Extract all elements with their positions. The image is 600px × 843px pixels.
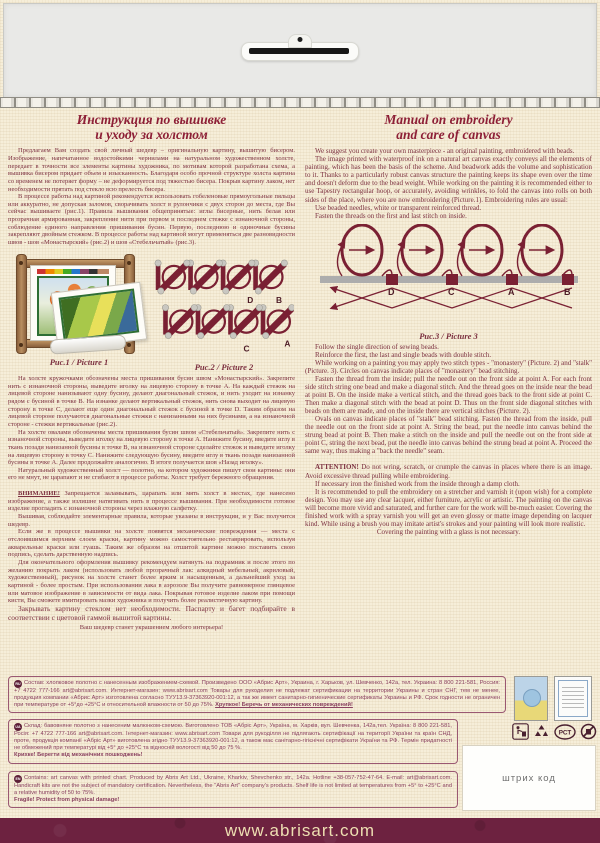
paragraph: Если же в процессе вышивки на холсте появятся механические повреждения — места с отслоившимся верхним слоем краски, картину можно самостоятельно реставрировать, используя акварельные краски или гуашь. Таким же образом на отшитой картине можно поставить свою подпись, сделать дарственную надпись. <box>8 528 295 559</box>
attention-label-ru: ВНИМАНИЕ! <box>18 490 60 498</box>
pictures-row <box>8 251 295 372</box>
info-box-ua <box>8 719 458 764</box>
fragile-warning-ua: Крихке! Берегти від механічних пошкоджень! <box>14 752 143 759</box>
paragraph: It is recommended to pull the embroidery on a stretcher and varnish it (upon wish) for a complete design. You may use any clear lacquer, either furniture, acrylic or artistic. The painting on the canvas will become more vivid and saturated, and further care for the work will be-much easier. Covering the finished work with a spray varnish you will get an even glossy or matte image depending on lacquer kind. While using a brush you may imitate artist's strokes and your painting will look more realistic. <box>305 487 592 528</box>
point-label-a: A <box>507 286 514 297</box>
figure-stalk-stitch <box>305 224 592 341</box>
rule-line: Reinforce the first, the last and single beads with double stitch. <box>315 350 492 359</box>
rule-line: Fasten the threads on the first and last stitch on inside. <box>315 211 467 220</box>
attention-text-en: Do not wring, scratch, or crumple the canvas in places where there is an image. Avoid excessive thread pulling while embroidering. <box>305 463 592 480</box>
package-hanger <box>241 42 359 61</box>
hanger-dark-strip <box>249 48 349 54</box>
paragraph: Fasten the thread from the inside; pull the needle out on the front side at point A. For each front side stitch string one bead and make a diagonal stitch. And the thread goes on the inside near the bead at point B. On the inside make a vertical stitch, and the thread goes back to the front side at point C. Then make a diagonal stitch with the bead at point D. Thus on the front side diagonal stitches with beads on them are made, and on the inside there are vertical stitches (Picture. 2). <box>305 375 592 416</box>
figure-frame-canvas <box>8 251 150 372</box>
no-disposal-icon <box>580 723 597 740</box>
point-label-d: D <box>247 294 254 305</box>
paragraph: We suggest you create your own masterpiece - an original painting, embroidered with beads. <box>315 147 575 156</box>
bead-border <box>0 97 600 108</box>
caption-picture-2: Рис.2 / Picture 2 <box>194 361 254 372</box>
rolled-canvas-picture <box>58 288 139 341</box>
paragraph: The image printed with waterproof ink on a natural art canvas exactly conveys all the elements of painting, which has been the basis of the scheme. And beadwork adds the volume and sophistication to it. Thanks to a particularly robust canvas structure the painting keeps its shape even over the time and doesn't deform due to the bead weight. While working on the painting it is recommended either to use Tapestry rectangular hoop, or accurately, avoiding wrinkles, to fold the canvas into rolls on both sides of the place, where you are now embroidering (Picture.1). Embroidering rules are usual: <box>305 155 592 204</box>
fragile-warning-ru: Хрупкое! Беречь от механических повреждений! <box>215 702 353 709</box>
paragraph: На холсте овалами обозначены места пришивания бусин швом «Стебельчатый». Закрепите нить с изнаночной стороны, выведите иголку на лицевую сторону в точке А. Нанижите бусину, введите иглу в ткань позади нанизанной бусины в точке В, на изнаночной стороне сделайте стежок и выведите иголку на лицевую сторону в точку С. Нанижите следующую бусину, введите иглу в ткань позади нанизанной бусины в точке А. Далее продолжайте аналогично. В итоге получается шов «Назад иголку». <box>8 428 295 467</box>
recycle-icon <box>533 723 550 740</box>
info-text-ua: Склад: бавовняне полотно з нанесеним малюнком-схемою. Виготовлено ТОВ «Абріс Арт», Україна, м. Харків, вул. Шевченка, 142а,тел. Україна: 8 800 221-581, Росія: +7 4722 777-166 art@abrisart.com. Інтернет-магазин: www.abrisart.com Товари для рукоділля не підлягають сертифікації на території України та країн СНД, проте, продукція компанії «Абріс Арт» виготовлена згідно ТУУ13.9-37363920-001:12, а також має санітарно-гігієнічні сертифікати України та РФ. Термін придатності не обмежений при температурі від +5° до +25°С та відносній вологості від 50 до 75 %. <box>14 723 452 752</box>
point-label-c: C <box>243 343 250 354</box>
point-label-c: C <box>447 286 454 297</box>
closing-line-en: Covering the painting with a glass is not necessary. <box>376 527 521 536</box>
manufacturer-info <box>0 676 600 818</box>
title-ru-line2: и уходу за холстом <box>95 127 208 143</box>
info-box-en <box>8 771 458 808</box>
barcode-placeholder <box>462 745 596 811</box>
tidyman-icon <box>512 723 529 740</box>
column-english <box>305 108 592 674</box>
framing-note-ru: Закрывать картину стеклом нет необходимости. Паспарту и багет подбирайте в соответствии с цветовой гаммой вышитой картины. <box>8 603 295 622</box>
certificate-ukraine-thumbnail <box>514 676 548 721</box>
rule-line: Use beaded needles, white or transparent reinforced thread. <box>315 203 482 212</box>
barcode-label: штрих код <box>502 772 556 784</box>
caption-picture-1: Рис.1 / Picture 1 <box>49 356 109 367</box>
title-en-line2: and care of canvas <box>396 127 501 143</box>
stalk-stitch-diagram <box>313 224 585 324</box>
figure-monastery-stitch <box>154 251 294 372</box>
attention-text-ru: Запрещается заламывать, царапать или мять холст в местах, где нанесено изображение, а также излишне натягивать нить в процессе вышивания. При необходимости готовое изделие прогладить с изнаночной стороны через влажную салфетку. <box>8 490 295 513</box>
info-text-en: Contains: art canvas with printed chart. Produced by Abris Art Ltd., Ukraine, Kharkiv, Shevchenko str., 142a. Hotline +38-057-752-47-64. E-mail: art@abrisart.com. Handicraft kits are not the subject of mandatory certification. Nevertheless, the "Abris Art" company's products. Shelf life is not limited at temperatures from +5° to +25°C and a relative humidity of 50 to 75%. <box>14 775 452 797</box>
info-box-ru <box>8 676 506 713</box>
fragile-warning-en: Fragile! Protect from physical damage! <box>14 797 120 804</box>
paragraph: While working on a painting you may apply two stitch types - "monastery" (Picture. 2) and "stalk" (Picture. 3). Circles on canvas indicate places of "monastery" bead stitching. <box>305 358 592 375</box>
caption-picture-3: Рис.3 / Picture 3 <box>419 330 478 341</box>
lang-badge-ua: UA <box>15 725 21 729</box>
attention-label-en: ATTENTION! <box>315 463 359 472</box>
paragraph: If necessary iron the finished work from the inside through a damp cloth. <box>315 479 520 488</box>
instruction-columns <box>0 108 600 674</box>
rostest-label: РСТ <box>558 729 572 737</box>
color-chart-strip <box>37 269 109 274</box>
title-en <box>305 112 592 142</box>
certificate-document-thumbnail <box>554 676 592 721</box>
point-label-b: B <box>563 286 570 297</box>
footer-band <box>0 818 600 843</box>
paragraph: В процессе работы над картиной рекомендуется использовать гобеленовые прямоугольные пяльцы или аккуратно, не допуская заломов, сворачивать холст в рулончики с двух сторон до места, где Вы сейчас вышиваете (рис.1). Правила вышивания общепринятые: иглы бисерные, нить белая или прозрачная армированная, закрепление нити при первом и последнем стежке с изнаночной стороны, соблюдение единого направления пришивания бусин. Первую, последнюю и одиночные бусины закрепляют двойным стежком. В процессе работы над картиной могут применяться две разновидности швов - шов «Монастырский» (рис.2) и шов «Стебельчатый» (рис.3). <box>8 193 295 247</box>
paragraph: Для окончательного оформления вышивку рекомендуем натянуть на подрамник и после этого по желанию покрыть лаком (использовать любой прозрачный лак: алкидный мебельный, акриловый, художественный), рисунок на холсте станет более ярким и насыщенным, а дальнейший уход за картиной - более простым. При использовании лака в аэрозоле Вы получите равномерное глянцевое или матовое изображение в зависимости от вида лака. Покрывая готовое изделие лаком при помощи кисти, Вы сможете имитировать мазки художника и получить более реалистичную картину. <box>8 559 295 605</box>
certificates <box>514 676 592 721</box>
rostest-icon <box>554 724 576 740</box>
title-ru-line1: Инструкция по вышивке <box>76 112 227 127</box>
rule-line: Follow the single direction of sewing beads. <box>315 342 439 351</box>
paragraph: Предлагаем Вам создать свой личный шедевр – оригинальную картину, вышитую бисером. Изображение, напечатанное водостойкими чернилами на натуральном художественном холсте, передает в точности все элементы картины художника, по мотивам которой разработана схема, а вышивка бисером придает объем и изысканность. Благодаря особо прочной структуре холста картина со временем не потеряет форму – не деформируется под тяжестью бисера. Покрыв картину лаком, нет необходимости прятать под стекло всю прелесть бисера. <box>8 147 295 193</box>
tapestry-frame-illustration <box>8 251 150 355</box>
paragraph: Вышивая, соблюдайте элементарные правила, которые указаны в инструкции, и у Вас получится шедевр. <box>8 513 295 528</box>
title-ru <box>8 112 295 142</box>
attention-paragraph-ru <box>8 490 295 513</box>
lang-badge-en: EN <box>15 777 21 781</box>
paragraph: Натуральный художественный холст — полотно, на котором художники пишут свои картины: они его не мнут, не царапают и не сгибают в процессе работы. Холст требует бережного обращения. <box>8 466 295 482</box>
website-url: www.abrisart.com <box>224 820 376 840</box>
monastery-stitch-diagram <box>154 251 294 355</box>
point-label-b: B <box>276 294 283 305</box>
packaging-icons <box>512 723 597 740</box>
frame-left-bar <box>16 254 27 354</box>
closing-line-ru: Ваш шедевр станет украшением любого интерьера! <box>79 624 224 632</box>
paragraph: На холсте кружочками обозначены места пришивания бусин швом «Монастырский». Закрепите нить с изнаночной стороны, выведите иголку на лицевую сторону в точке А. На каждый стежок на лицевой стороне нанизывают одну бусину, делают диагональный стежок, и нить уходит на изнанку рядом с бусиной в точке В. На изнанке делают вертикальный стежок, нить снова выходит на лицевую сторону в точке С, делают еще один диагональный стежок с бусиной в точке D. Таким образом на лицевой стороне получаются диагональные стежки с нанизанными на них бусинами, а на изнаночной стороне - стежки вертикальные (рис.2). <box>8 374 295 428</box>
lang-badge-ru: RU <box>15 682 21 686</box>
point-label-a: A <box>284 338 291 349</box>
package-top-photo <box>3 3 597 98</box>
attention-paragraph-en <box>305 463 592 479</box>
paragraph: Ovals on canvas indicate places of "stalk" bead stitching. Fasten the thread from the inside, pull the needle out on the front side at point A. String the bead, put the needle into canvas behind the strung bead at point B. Then make a stitch on the inside and pull the needle out on the front side at point C, string the next bead, put the needle into canvas behind the strung bead at point A. Proceed the same way, thus making a "back the needle" seam. <box>305 415 592 456</box>
title-en-line1: Manual on embroidery <box>384 112 513 127</box>
point-label-d: D <box>387 286 394 297</box>
column-russian <box>8 108 295 674</box>
info-text-ru: Состав: хлопковое полотно с нанесенным изображением-схемой. Произведено ООО «Абрис Арт», Украина, г. Харьков, ул. Шевченко, 142а, тел. Украина: 8 800 221-581, Россия: +7 4722 777-166 art@abrisart.com. Интернет-магазин: www.abrisart.com Товары для рукоделия не подлежат сертификации на территории Украины и стран СНГ, тем не менее, продукция компании «Абрис Арт» изготовлена согласно ТУУ13.9-37363920-001:12, а так же имеет санитарно-гигиенические сертификаты Украины и РФ. Срок годности не ограничен при температуре от +5°до +25°С и относительной влажности от 50 до 75%. <box>14 680 500 709</box>
